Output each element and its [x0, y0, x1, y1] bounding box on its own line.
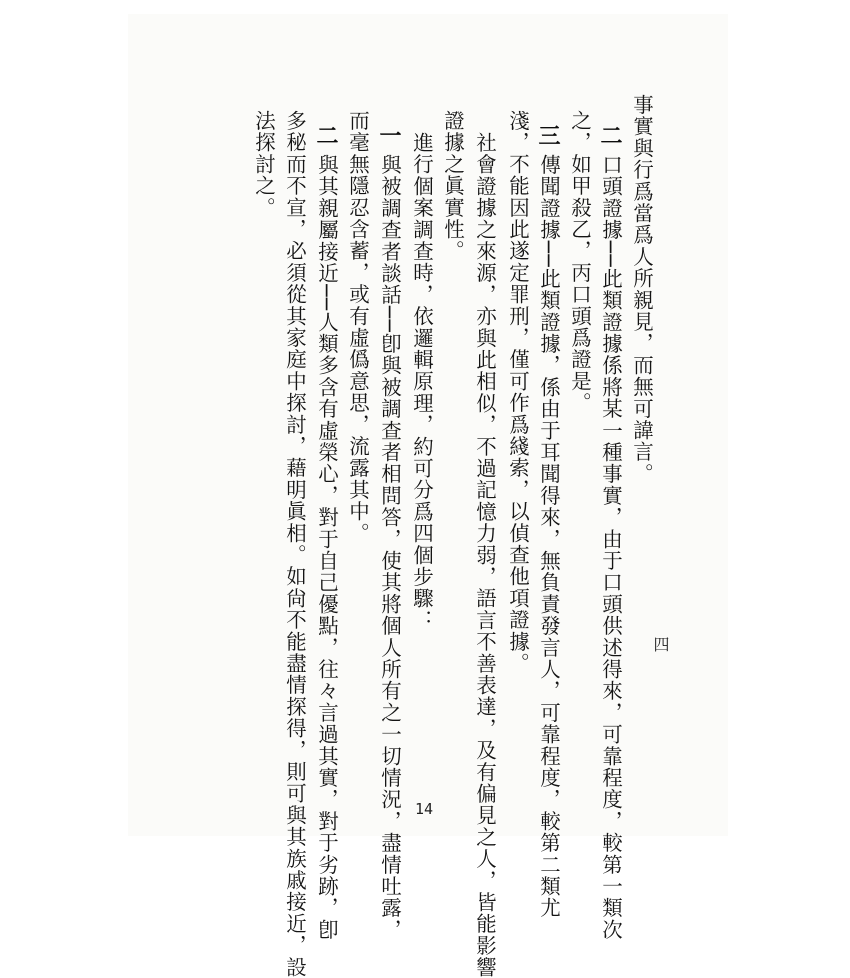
text-column-8: 進行個案調查時，依邏輯原理，約可分爲四個步驟： — [409, 132, 434, 632]
text-column-4: 傳聞證據──此類證據，係由于耳聞得來，無負責發言人，可靠程度，較第二類尤 — [536, 154, 561, 919]
text-column-6: 社會證據之來源，亦與此相似，不過記憶力弱，語言不善表達，及有偏見之人，皆能影響 — [472, 132, 497, 978]
item-marker-2: 二 — [597, 124, 623, 146]
text-column-9: 與被調查者談話──卽與被調查者相問答，使其將個人所有之一切情況，盡情吐露， — [377, 154, 402, 941]
text-column-13: 法探討之。 — [251, 110, 276, 219]
item-marker-2b: 二 — [313, 124, 339, 146]
text-column-5: 淺，不能因此遂定罪刑，僅可作爲綫索，以偵查他項證據。 — [505, 110, 530, 675]
item-marker-1: 一 — [376, 124, 402, 146]
item-marker-3: 三 — [535, 124, 561, 146]
document-page — [128, 14, 728, 978]
text-column-11: 與其親屬接近──人類多含有虛榮心，對于自己優點，往々言過其實，對于劣跡，卽 — [314, 154, 339, 941]
text-column-2: 口頭證據──此類證據係將某一種事實，由于口頭供述得來，可靠程度，較第一類次 — [598, 154, 623, 941]
text-column-7: 證據之眞實性。 — [440, 110, 465, 262]
page-number: 14 — [415, 800, 434, 818]
text-column-12: 多秘而不宣，必須從其家庭中探討，藉明眞相。如尙不能盡情探得，則可與其族戚接近，設 — [282, 110, 307, 978]
section-side-mark: 四 — [651, 636, 670, 652]
text-column-1: 事實與行爲當爲人所親見，而無可諱言。 — [629, 94, 654, 485]
text-column-3: 之，如甲殺乙，丙口頭爲證是。 — [567, 110, 592, 414]
text-column-10: 而毫無隱忍含蓄，或有虛僞意思，流露其中。 — [345, 110, 370, 544]
